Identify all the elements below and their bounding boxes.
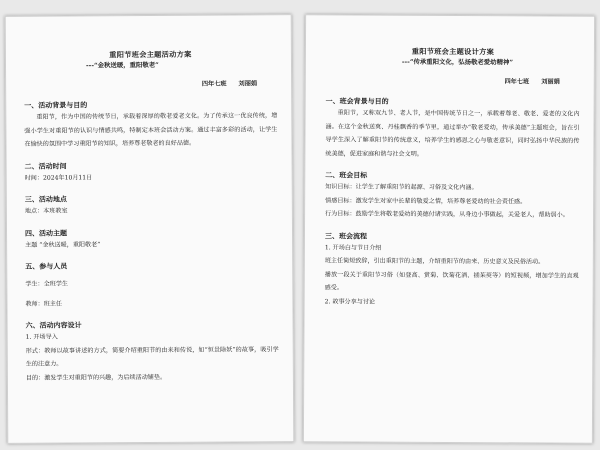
right-section2-emotion: 情感目标：激发学生对家中长辈的敬爱之情，培养尊老爱幼的社会责任感。 (325, 196, 527, 205)
right-section1-body: 重阳节，又称双九节、老人节，是中国传统节日之一，承载着尊老、敬老、爱老的文化内涵。在这个金秋送爽、丹桂飘香的季节里，通过举办“敬老爱幼，传承美德”主题班会，旨在引导学生深入了解重阳节的传统意义，培养学生的感恩之心与敬老意识，同时弘扬中华民族的传统美德，促进家庭和谐与社会文明。 (325, 109, 580, 158)
left-document-page (5, 14, 295, 444)
left-class-name: 四年七班 (201, 80, 227, 88)
left-section6-form: 形式：教师以故事讲述的方式，简要介绍重阳节的由来和传说，如“恒景除妖”的故事，吸引学生的注意力。 (25, 345, 279, 368)
left-teacher: 刘丽娟 (238, 80, 258, 88)
left-section5-students: 学生：全班学生 (25, 280, 69, 288)
right-byline (326, 75, 580, 87)
left-section2-body: 时间：2024年10月11日 (24, 173, 93, 182)
left-section4-body: 主题 “金秋送暖，重阳敬老” (25, 240, 101, 249)
left-section1-heading: 一、活动背景与目的 (24, 100, 88, 110)
right-section1-heading: 一、班会背景与目的 (325, 96, 389, 106)
right-section3-heading: 三、班会流程 (324, 230, 367, 241)
right-title: 重阳节班会主题设计方案 (411, 46, 495, 57)
right-document-page (303, 14, 595, 444)
right-teacher: 刘丽娟 (541, 78, 560, 86)
left-section4-heading: 四、活动主题 (24, 228, 68, 238)
right-class-name: 四年七班 (504, 78, 530, 86)
left-section6-heading: 六、活动内容设计 (25, 320, 82, 330)
left-section6-goal: 目的：激发学生对重阳节的兴趣，为后续活动铺垫。 (25, 373, 167, 382)
left-section5-teacher: 教师：班主任 (25, 300, 63, 308)
left-section3-body: 地点：本班教室 (24, 207, 68, 215)
right-section3-item1: 1. 开场白与节日介绍 (324, 243, 382, 252)
left-section6-item1: 1. 开场导入 (25, 333, 58, 341)
left-title: 重阳节班会主题活动方案 (109, 49, 192, 60)
right-section3-para2: 播放一段关于重阳节习俗（如登高、赏菊、饮菊花酒、插茱萸等）的短视频，增加学生的直观感受。 (324, 270, 579, 292)
right-section3-para1: 班主任简短致辞，引出重阳节的主题，介绍重阳节的由来、历史意义及民俗活动。 (324, 257, 545, 266)
right-section2-heading: 二、班会目标 (325, 170, 368, 180)
left-section3-heading: 三、活动地点 (24, 194, 67, 204)
left-subtitle: ---“金秋送暖，重阳敬老” (85, 60, 159, 70)
right-section3-item2: 2. 故事分享与讨论 (324, 297, 376, 306)
left-section1-body: 重阳节，作为中国的传统节日，承载着深厚的敬老爱老文化。为了传承这一优良传统，增强小学生对重阳节的认识与情感共鸣，特制定本班会活动方案。通过丰富多彩的活动，让学生在愉快的氛围中学习重阳节的知识，培养尊老敬老的良好品德。 (24, 112, 278, 148)
left-section2-heading: 二、活动时间 (24, 161, 67, 171)
left-byline (24, 78, 277, 91)
right-section2-behavior: 行为目标：鼓励学生将敬老爱幼的美德付诸实践，从身边小事做起，关爱老人，帮助弱小。 (325, 210, 569, 219)
right-subtitle: ---“传承重阳文化，弘扬敬老爱幼精神” (401, 57, 514, 67)
left-section5-heading: 五、参与人员 (25, 261, 68, 271)
right-section2-knowledge: 知识目标：让学生了解重阳节的起源、习俗及文化内涵。 (325, 183, 478, 192)
